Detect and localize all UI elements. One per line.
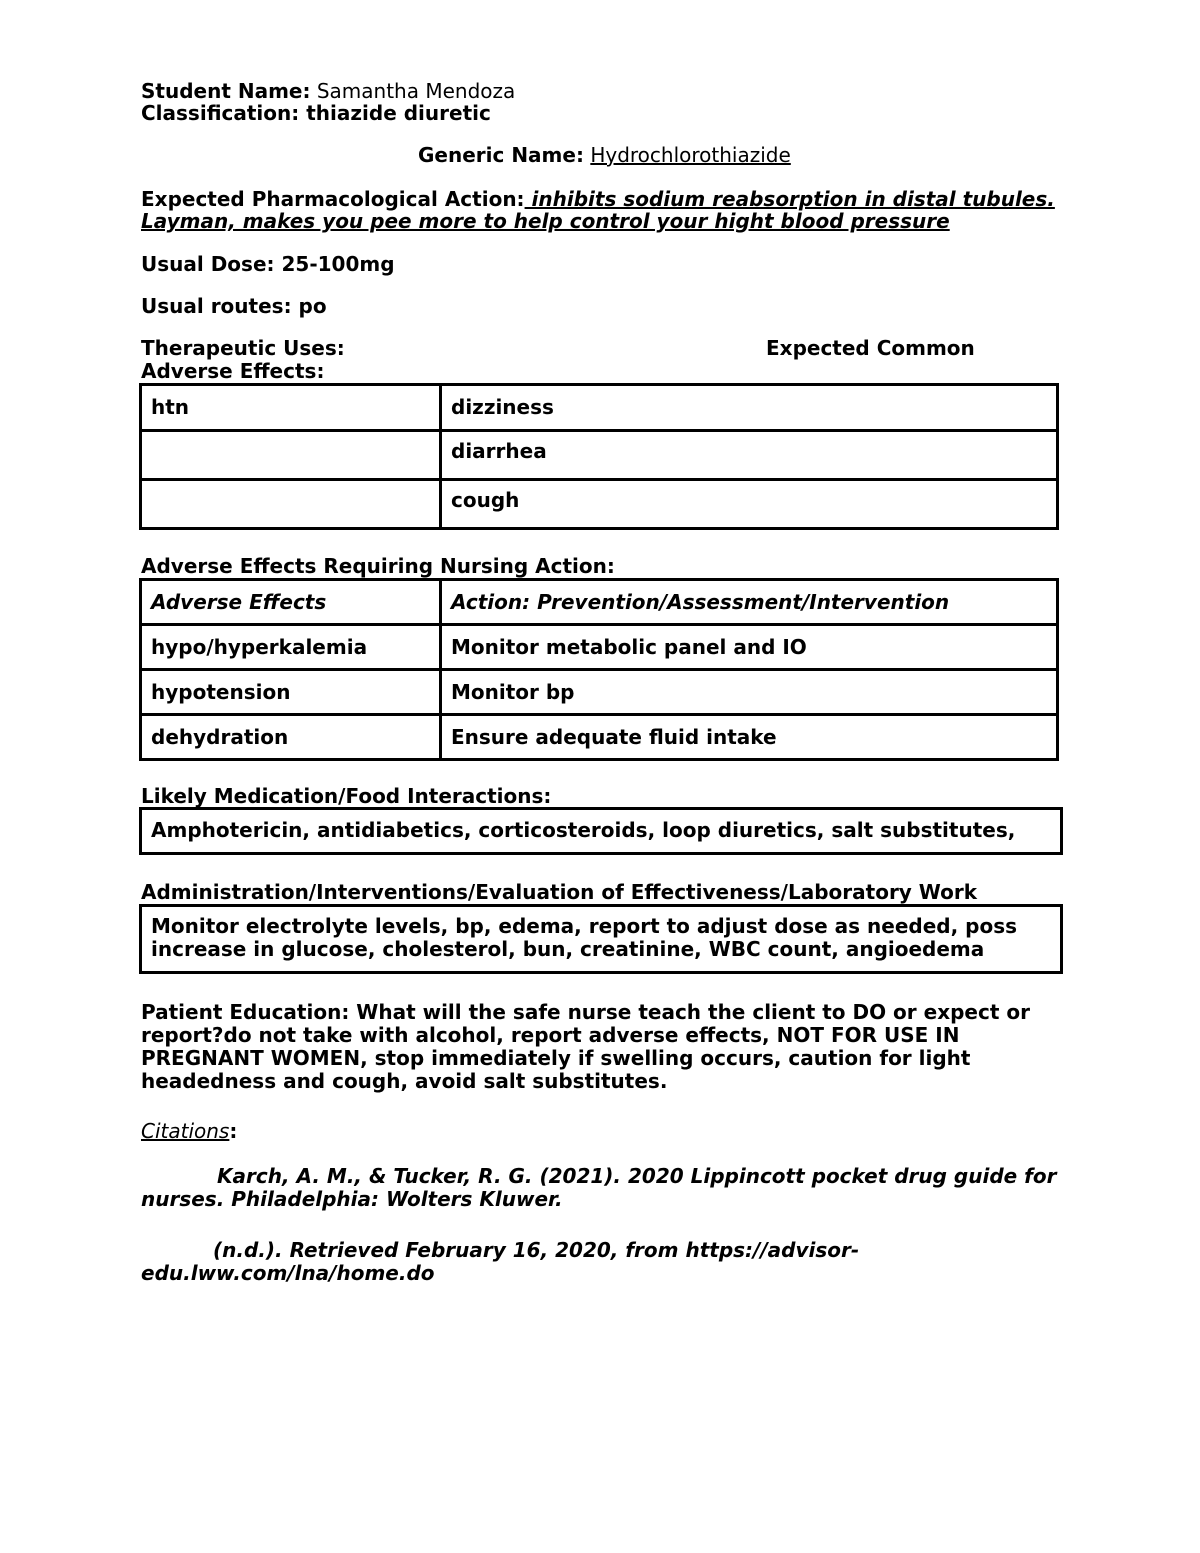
table-cell: diarrhea	[441, 431, 1058, 480]
table-row	[141, 385, 1058, 431]
classification-value: thiazide diuretic	[306, 101, 491, 125]
usual-routes-value: po	[298, 294, 327, 318]
table-cell: Monitor bp	[441, 670, 1058, 715]
table-row	[141, 480, 1058, 529]
education-line-4: headedness and cough, avoid salt substitutes.	[141, 1069, 668, 1093]
administration-text-2: increase in glucose, cholesterol, bun, creatinine, WBC count, angioedema	[151, 937, 985, 961]
classification-line	[141, 102, 1061, 125]
table-header-row	[141, 580, 1058, 625]
table-cell: dehydration	[141, 715, 441, 760]
action-line-1	[141, 188, 1061, 211]
interactions-box: Amphotericin, antidiabetics, corticosteroids, loop diuretics, salt substitutes,	[139, 807, 1063, 855]
usual-dose-value: 25-100mg	[281, 252, 395, 276]
column-header: Action: Prevention/Assessment/Intervention	[441, 580, 1058, 625]
expected-common-label: Expected Common	[766, 336, 975, 360]
citations-colon: :	[229, 1119, 238, 1143]
usual-dose-line	[141, 253, 1061, 276]
nursing-action-table	[139, 578, 1059, 761]
table-cell: dizziness	[441, 385, 1058, 431]
generic-name-value: Hydrochlorothiazide	[590, 143, 791, 167]
administration-text-1: Monitor electrolyte levels, bp, edema, report to adjust dose as needed, poss	[151, 914, 1018, 938]
interactions-label: Likely Medication/Food Interactions:	[141, 784, 552, 808]
student-name-line	[141, 80, 1061, 103]
table-cell: htn	[141, 385, 441, 431]
citation-1-line-2: nurses. Philadelphia: Wolters Kluwer.	[141, 1187, 563, 1211]
education-line-1: Patient Education: What will the safe nurse teach the client to DO or expect or	[141, 1000, 1030, 1024]
action-label: Expected Pharmacological Action:	[141, 187, 525, 211]
generic-name-label: Generic Name:	[418, 143, 584, 167]
table-cell: cough	[441, 480, 1058, 529]
education-line-2: report?do not take with alcohol, report adverse effects, NOT FOR USE IN	[141, 1023, 960, 1047]
education-line-3: PREGNANT WOMEN, stop immediately if swelling occurs, caution for light	[141, 1046, 971, 1070]
table-cell: Monitor metabolic panel and IO	[441, 625, 1058, 670]
generic-name-line	[418, 144, 791, 167]
patient-education	[141, 1001, 1061, 1093]
classification-label: Classification:	[141, 101, 300, 125]
table-cell	[141, 480, 441, 529]
citation-2-line-1: (n.d.). Retrieved February 16, 2020, from https://advisor-	[213, 1238, 860, 1262]
citations-heading	[141, 1120, 1061, 1143]
therapeutic-uses-label: Therapeutic Uses:	[141, 336, 345, 360]
table-row	[141, 715, 1058, 760]
student-name-label: Student Name:	[141, 79, 311, 103]
citations-label: Citations	[141, 1119, 230, 1143]
table-row	[141, 625, 1058, 670]
table-row	[141, 431, 1058, 480]
table-cell: hypotension	[141, 670, 441, 715]
action-text-1: inhibits sodium reabsorption in distal tubules.	[524, 187, 1055, 211]
adverse-effects-label: Adverse Effects:	[141, 359, 325, 383]
usual-routes-line	[141, 295, 1061, 318]
administration-box	[139, 904, 1063, 974]
action-text-2: Layman, makes you pee more to help control your hight blood pressure	[141, 209, 950, 233]
nursing-action-label: Adverse Effects Requiring Nursing Action:	[141, 554, 615, 578]
therapeutic-uses-table	[139, 383, 1059, 530]
table-cell	[141, 431, 441, 480]
table-cell: hypo/hyperkalemia	[141, 625, 441, 670]
citation-1-line-1: Karch, A. M., & Tucker, R. G. (2021). 2020 Lippincott pocket drug guide for	[217, 1164, 1057, 1188]
student-name-value: Samantha Mendoza	[316, 79, 516, 103]
administration-label: Administration/Interventions/Evaluation of Effectiveness/Laboratory Work	[141, 880, 978, 904]
usual-routes-label: Usual routes:	[141, 294, 292, 318]
usual-dose-label: Usual Dose:	[141, 252, 275, 276]
table-row	[141, 670, 1058, 715]
table-cell: Ensure adequate fluid intake	[441, 715, 1058, 760]
citation-2-line-2: edu.lww.com/lna/home.do	[141, 1261, 435, 1285]
column-header: Adverse Effects	[141, 580, 441, 625]
